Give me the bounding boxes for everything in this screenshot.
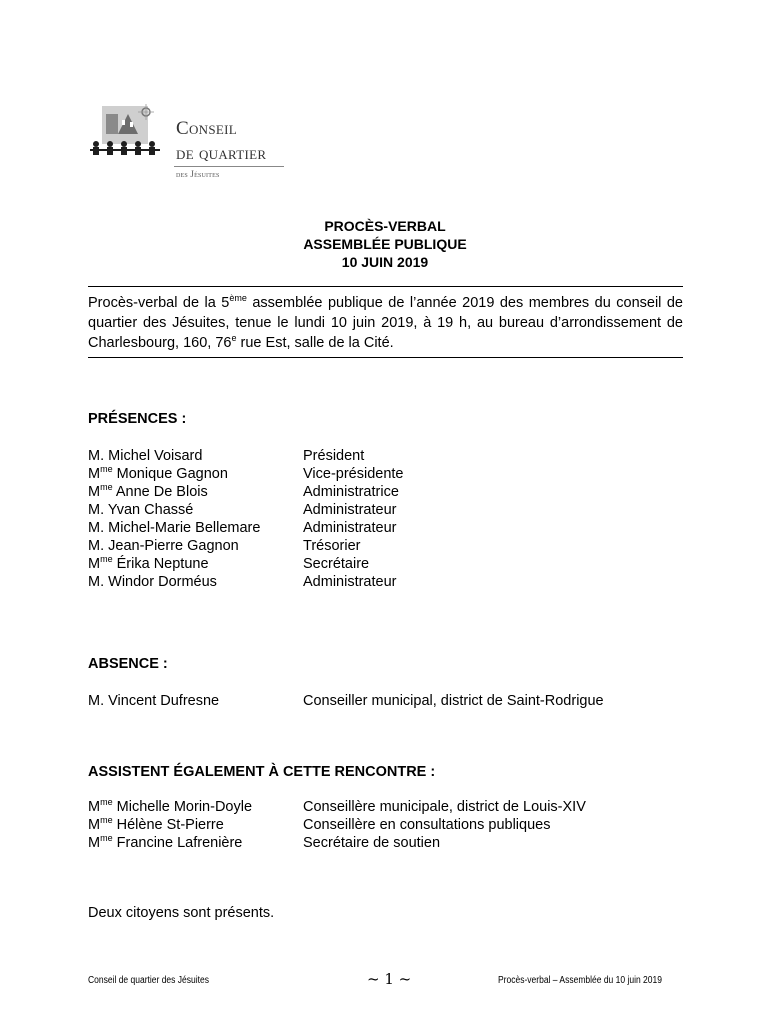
guest-name: $M^{me}$ Francine Lafrenière bbox=[88, 833, 243, 851]
absence-heading: ABSENCE : bbox=[88, 656, 168, 672]
absent-role: Conseiller municipal, district de Saint-Rodrigue bbox=[303, 693, 604, 709]
council-logo-illustration bbox=[88, 100, 168, 160]
attendee-role: Administrateur bbox=[303, 502, 397, 518]
guest-role: Conseillère en consultations publiques bbox=[303, 817, 551, 833]
attendee-role: Président bbox=[303, 448, 365, 464]
attendee-name: M. Windor Dorméus bbox=[88, 574, 217, 590]
document-date: 10 JUIN 2019 bbox=[341, 254, 429, 270]
attendee-role: Vice-présidente bbox=[303, 466, 404, 482]
document-title: PROCÈS-VERBAL bbox=[324, 218, 446, 234]
attendee-name: M. Jean-Pierre Gagnon bbox=[88, 538, 239, 554]
attendee-name: M. Yvan Chassé bbox=[88, 502, 194, 518]
attendee-role: Administrateur bbox=[303, 574, 397, 590]
attendee-role: Administrateur bbox=[303, 520, 397, 536]
guest-name: $M^{me}$ Hélène St-Pierre bbox=[88, 815, 224, 833]
intro-top-rule bbox=[88, 286, 683, 287]
attendee-name: $M^{me}$ Monique Gagnon bbox=[88, 464, 228, 482]
logo-divider bbox=[174, 166, 284, 167]
guests-heading: ASSISTENT ÉGALEMENT À CETTE RENCONTRE : bbox=[88, 764, 436, 780]
logo-wordmark-line3: des Jésuites bbox=[176, 169, 220, 179]
attendee-name: $M^{me}$ Anne De Blois bbox=[88, 482, 208, 500]
logo-wordmark-line2: de quartier bbox=[176, 143, 267, 164]
absent-name: M. Vincent Dufresne bbox=[88, 693, 220, 709]
attendee-role: Secrétaire bbox=[303, 556, 370, 572]
logo-wordmark-line1: Conseil bbox=[176, 118, 237, 139]
guest-role: Secrétaire de soutien bbox=[303, 835, 441, 851]
attendee-role: Trésorier bbox=[303, 538, 361, 554]
attendee-name: M. Michel Voisard bbox=[88, 448, 203, 464]
presences-heading: PRÉSENCES : bbox=[88, 411, 187, 427]
document-subtitle: ASSEMBLÉE PUBLIQUE bbox=[303, 236, 467, 252]
footer-right: Procès-verbal – Assemblée du 10 juin 2019 bbox=[498, 975, 662, 986]
page-number: ~ 1 ~ bbox=[367, 970, 412, 988]
closing-statement: Deux citoyens sont présents. bbox=[88, 905, 275, 921]
footer-left: Conseil de quartier des Jésuites bbox=[88, 975, 209, 986]
intro-paragraph: Procès-verbal de la 5ème assemblée publique de l’année 2019 des membres du conseil de quartier des Jésuites, tenue le lundi 10 juin 2019, à 19 h, au bureau d’arrondissement de Charlesbourg, 160, 76e rue Est, salle de la Cité. bbox=[88, 293, 683, 351]
attendee-name: M. Michel-Marie Bellemare bbox=[88, 520, 261, 536]
attendee-role: Administratrice bbox=[303, 484, 399, 500]
attendee-name: $M^{me}$ Érika Neptune bbox=[88, 554, 209, 572]
guest-role: Conseillère municipale, district de Louis-XIV bbox=[303, 799, 586, 815]
intro-bottom-rule bbox=[88, 357, 683, 358]
guest-name: $M^{me}$ Michelle Morin-Doyle bbox=[88, 797, 253, 815]
